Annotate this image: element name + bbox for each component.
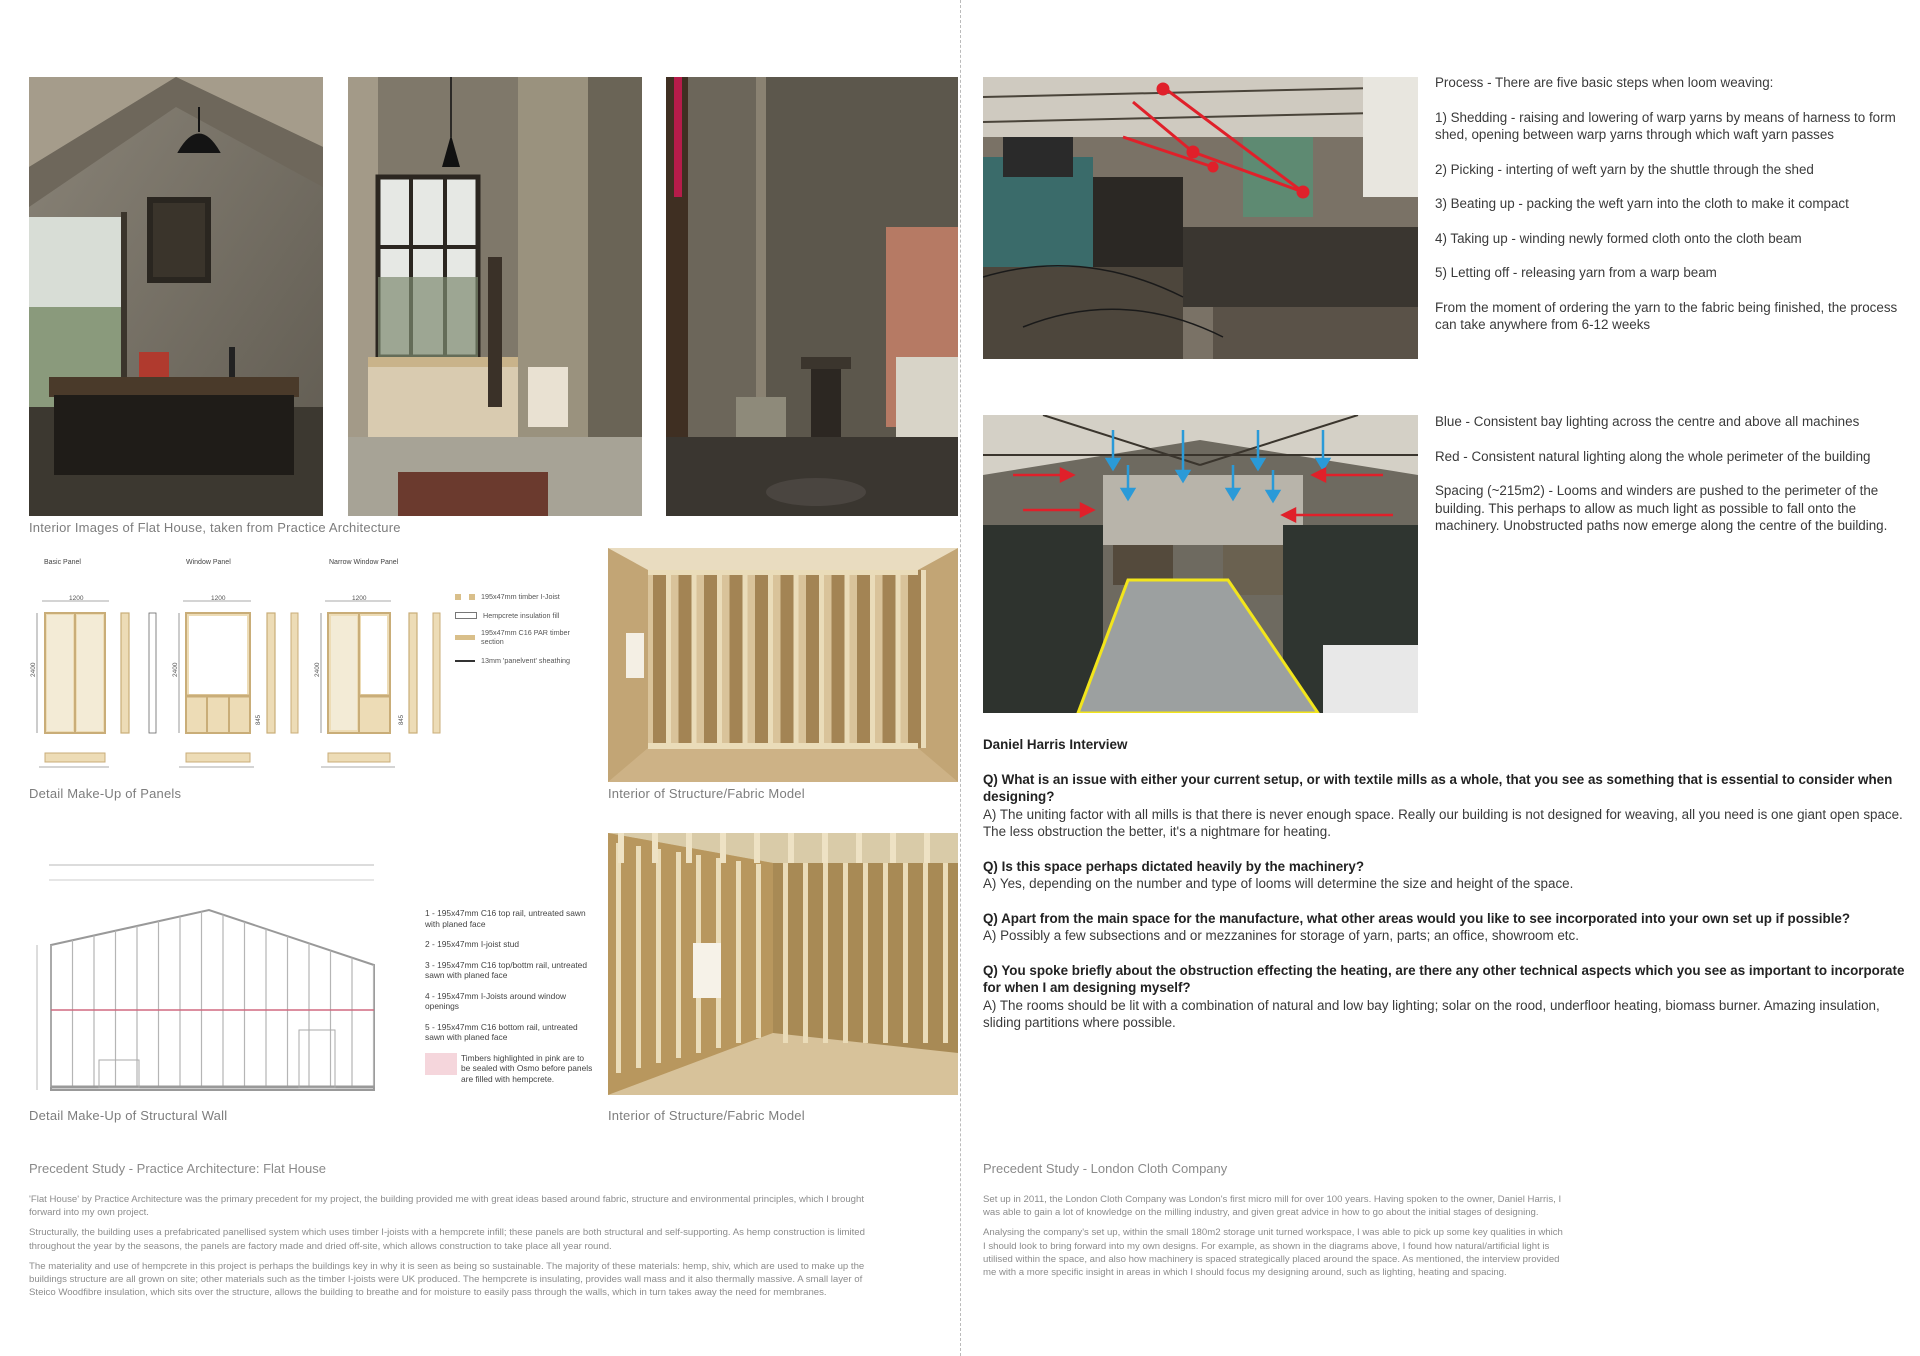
hempcrete-infill xyxy=(755,570,768,748)
wall-legend xyxy=(425,908,595,1094)
timber-stud xyxy=(636,846,641,1068)
interview-title: Daniel Harris Interview xyxy=(983,737,1128,752)
right-study-title: Precedent Study - London Cloth Company xyxy=(983,1161,1228,1176)
flat-house-photo-bedroom xyxy=(666,77,958,516)
timber-stud xyxy=(692,570,697,748)
panel-sill-label: 845 xyxy=(399,714,405,725)
hempcrete-infill xyxy=(679,570,692,748)
roof-joist xyxy=(924,833,930,863)
timber-stud xyxy=(883,863,888,1043)
timber-stud xyxy=(656,849,661,1063)
interview-question: Q) Apart from the main space for the manufacture, what other areas would you like to see incorporated into your own set up if possible? xyxy=(983,910,1851,926)
hempcrete-infill xyxy=(730,570,743,748)
wall-legend-item-4: 4 - 195x47mm I-Joists around window openings xyxy=(425,990,567,1011)
right-study-paragraph-1: Set up in 2011, the London Cloth Company was London's first micro mill for over 100 years. Having spoken to the owner, Daniel Harris, I was able to gain a lot of knowledge on the milling industry, and given great advice in how to go about the initial stages of designing. xyxy=(983,1194,1562,1219)
wall-legend-item-5: 5 - 195x47mm C16 bottom rail, untreated sawn with planed face xyxy=(425,1021,578,1042)
photos-caption: Interior Images of Flat House, taken from Practice Architecture xyxy=(29,520,401,535)
legend-swatch-sheathing xyxy=(455,660,475,662)
timber-stud xyxy=(896,570,901,748)
roof-joist xyxy=(652,833,658,863)
process-step-2: 2) Picking - interting of weft yarn by the shuttle through the shed xyxy=(1435,161,1814,177)
basic-panel xyxy=(30,559,156,767)
timber-stud xyxy=(863,863,868,1043)
legend-swatch-ijoist xyxy=(455,594,475,600)
left-study-paragraph-2: Structurally, the building uses a prefabricated panellised system which uses timber I-joists with a hempcrete infill; these panels are both structural and self-supporting. As hemp construction is limited throughout the year by the seasons, the panels are factory made and dried off-site, which allows construction to take place all year round. xyxy=(29,1227,865,1252)
legend-label: 195x47mm timber I-Joist xyxy=(481,592,560,601)
panel-label: Narrow Window Panel xyxy=(329,559,399,566)
timber-stud xyxy=(870,570,875,748)
roof-joist xyxy=(822,833,828,863)
wall-legend-item-2: 2 - 195x47mm I-joist stud xyxy=(425,939,520,949)
model2-caption: Interior of Structure/Fabric Model xyxy=(608,1108,805,1123)
roof-joist xyxy=(890,833,896,863)
left-study-title: Precedent Study - Practice Architecture: Flat House xyxy=(29,1161,326,1176)
wall-caption: Detail Make-Up of Structural Wall xyxy=(29,1108,228,1123)
panel-height-label: 2400 xyxy=(30,662,37,677)
process-text xyxy=(1435,74,1905,351)
timber-stud xyxy=(783,863,788,1043)
panel-drawings-svg xyxy=(29,555,589,785)
timber-stud xyxy=(903,863,908,1043)
interview-qa-3 xyxy=(983,910,1908,945)
timber-stud xyxy=(743,570,748,748)
interview-section xyxy=(983,736,1908,1049)
timber-stud xyxy=(717,570,722,748)
timber-stud xyxy=(923,863,928,1043)
hempcrete-infill xyxy=(806,570,819,748)
legend-label: Hempcrete insulation fill xyxy=(483,611,560,620)
left-study-paragraph-1: 'Flat House' by Practice Architecture was the primary precedent for my project, the building provided me with great ideas based around fabric, structure and environmental principles, which I brought forward into my own project. xyxy=(29,1194,865,1219)
panel-legend-timber xyxy=(455,628,585,646)
narrow-window-panel xyxy=(314,559,440,767)
hempcrete-infill xyxy=(704,570,717,748)
timber-stud xyxy=(803,863,808,1043)
process-step-5: 5) Letting off - releasing yarn from a warp beam xyxy=(1435,265,1717,280)
interview-qa-1 xyxy=(983,771,1908,841)
hempcrete-infill xyxy=(653,570,666,748)
panel-width-label: 1200 xyxy=(352,595,367,602)
panel-drawings xyxy=(29,555,589,785)
interview-answer: A) The uniting factor with all mills is that there is never enough space. Really our building is not designed for weaving, all you need is one giant open space. The less obstruction the better, it's a nightmare for heating. xyxy=(983,806,1903,839)
timber-stud xyxy=(768,570,773,748)
right-study-body xyxy=(983,1193,1568,1286)
panel-height-label: 2400 xyxy=(172,662,179,677)
panel-label: Window Panel xyxy=(186,559,231,566)
timber-stud xyxy=(616,843,621,1073)
pink-note: Timbers highlighted in pink are to be sealed with Osmo before panels are filled with hempcrete. xyxy=(461,1052,593,1084)
structure-model-photo-1 xyxy=(608,548,958,782)
timber-stud xyxy=(666,570,671,748)
flat-house-photo-living xyxy=(29,77,323,516)
left-study-paragraph-3: The materiality and use of hempcrete in this project is perhaps the buildings key in why it is seen as being so sustainable. The majority of these materials: hemp, shiv, which are used to make up the buildings structure are all grown on site; other materials such as the timber I-joists were UK produced. The hempcrete is insulating, provides wall mass and it also thermally massive. A small layer of Steico Woodfibre insulation, which sits over the structure, allows the building to breathe and for moisture to easily pass through the walls, which in turn takes away the need for membranes. xyxy=(29,1260,865,1299)
lighting-red: Red - Consistent natural lighting along the whole perimeter of the building xyxy=(1435,448,1871,464)
timber-stud xyxy=(845,570,850,748)
process-step-1: 1) Shedding - raising and lowering of warp yarns by means of harness to form shed, opening between warp yarns through which waft yarn passes xyxy=(1435,109,1896,142)
wall-legend-item-1: 1 - 195x47mm C16 top rail, untreated sawn with planed face xyxy=(425,908,586,929)
interview-question: Q) What is an issue with either your current setup, or with textile mills as a whole, that you see as something that is essential to consider when designing? xyxy=(983,771,1893,804)
roof-joist xyxy=(754,833,760,863)
legend-swatch-timber xyxy=(455,635,475,640)
model1-caption: Interior of Structure/Fabric Model xyxy=(608,786,805,801)
mill-photo-lighting xyxy=(983,415,1418,713)
timber-stud xyxy=(736,861,741,1043)
panel-width-label: 1200 xyxy=(211,595,226,602)
structural-wall-drawing xyxy=(29,855,389,1105)
lighting-blue: Blue - Consistent bay lighting across the centre and above all machines xyxy=(1435,414,1860,429)
timber-rail xyxy=(648,743,918,749)
page-divider xyxy=(960,0,961,1356)
wall-legend-pink xyxy=(425,1053,595,1085)
panel-height-label: 2400 xyxy=(314,662,321,677)
timber-stud xyxy=(921,570,926,748)
interview-answer: A) Yes, depending on the number and type of looms will determine the size and height of the space. xyxy=(983,876,1574,891)
panel-legend-sheathing xyxy=(455,656,570,665)
panel-legend-ijoist xyxy=(455,592,560,601)
interview-question: Q) You spoke briefly about the obstruction effecting the heating, are there any other technical aspects which you see as important to incorporate for when I am designing myself? xyxy=(983,962,1905,995)
roof-joist xyxy=(618,833,624,863)
structure-model-photo-2 xyxy=(608,833,958,1095)
process-intro: Process - There are five basic steps when loom weaving: xyxy=(1435,75,1774,90)
interview-qa-2 xyxy=(983,858,1908,893)
interview-answer: A) The rooms should be lit with a combination of natural and low bay lighting; solar on the rood, underfloor heating, biomass burner. Amazing insulation, sliding partitions where possible. xyxy=(983,997,1880,1030)
timber-stud xyxy=(756,864,761,1038)
legend-label: 195x47mm C16 PAR timber section xyxy=(481,628,570,646)
process-step-4: 4) Taking up - winding newly formed cloth onto the cloth beam xyxy=(1435,230,1802,246)
hempcrete-infill xyxy=(883,570,896,748)
panel-legend-hempcrete xyxy=(455,611,559,620)
flat-house-photo-kitchen xyxy=(348,77,642,516)
pink-swatch xyxy=(425,1053,457,1075)
interview-qa-4 xyxy=(983,962,1908,1032)
lighting-text xyxy=(1435,413,1905,552)
hempcrete-infill xyxy=(781,570,794,748)
timber-stud xyxy=(676,852,681,1058)
mill-photo-process xyxy=(983,77,1418,359)
lighting-spacing: Spacing (~215m2) - Looms and winders are pushed to the perimeter of the building. This perhaps to allow as much light as possible to fall onto the machinery. Unobstructed paths now emerge along the centre of the building. xyxy=(1435,483,1888,533)
panel-label: Basic Panel xyxy=(44,559,81,566)
legend-label: 13mm 'panelvent' sheathing xyxy=(481,656,571,665)
panel-width-label: 1200 xyxy=(69,595,84,602)
timber-stud xyxy=(823,863,828,1043)
hempcrete-infill xyxy=(908,570,921,748)
window-panel xyxy=(172,559,298,767)
timber-stud xyxy=(843,863,848,1043)
right-study-paragraph-2: Analysing the company's set up, within the small 180m2 storage unit turned workspace, I was able to pick up some key qualities in which I should look to bring forward into my own designs. For example, as shown in the diagrams above, I found how natural/artificial light is utilised within the space, and also how machinery is spaced strategically placed around the space. As mentioned, the interview provided me with a more specific insight in areas in which I should focus my designing around, such as lighting, heating and spacing. xyxy=(983,1227,1563,1279)
interview-question: Q) Is this space perhaps dictated heavily by the machinery? xyxy=(983,858,1365,874)
left-study-body xyxy=(29,1193,889,1306)
panel-sill-label: 845 xyxy=(256,714,262,725)
roof-joist xyxy=(720,833,726,863)
hempcrete-infill xyxy=(857,570,870,748)
roof-joist xyxy=(788,833,794,863)
legend-swatch-hempcrete xyxy=(455,612,477,619)
roof-joist xyxy=(856,833,862,863)
timber-stud xyxy=(819,570,824,748)
hempcrete-infill xyxy=(832,570,845,748)
roof-joist xyxy=(686,833,692,863)
interview-answer: A) Possibly a few subsections and or mezzanines for storage of yarn, parts; an office, showroom etc. xyxy=(983,928,1579,943)
panels-caption: Detail Make-Up of Panels xyxy=(29,786,182,801)
wall-legend-item-3: 3 - 195x47mm C16 top/bottm rail, untreated sawn with planed face xyxy=(425,959,587,980)
timber-rail xyxy=(648,570,918,575)
process-step-3: 3) Beating up - packing the weft yarn into the cloth to make it compact xyxy=(1435,196,1849,211)
process-duration: From the moment of ordering the yarn to the fabric being finished, the process can take anywhere from 6-12 weeks xyxy=(1435,299,1898,332)
timber-stud xyxy=(943,863,948,1043)
timber-stud xyxy=(794,570,799,748)
